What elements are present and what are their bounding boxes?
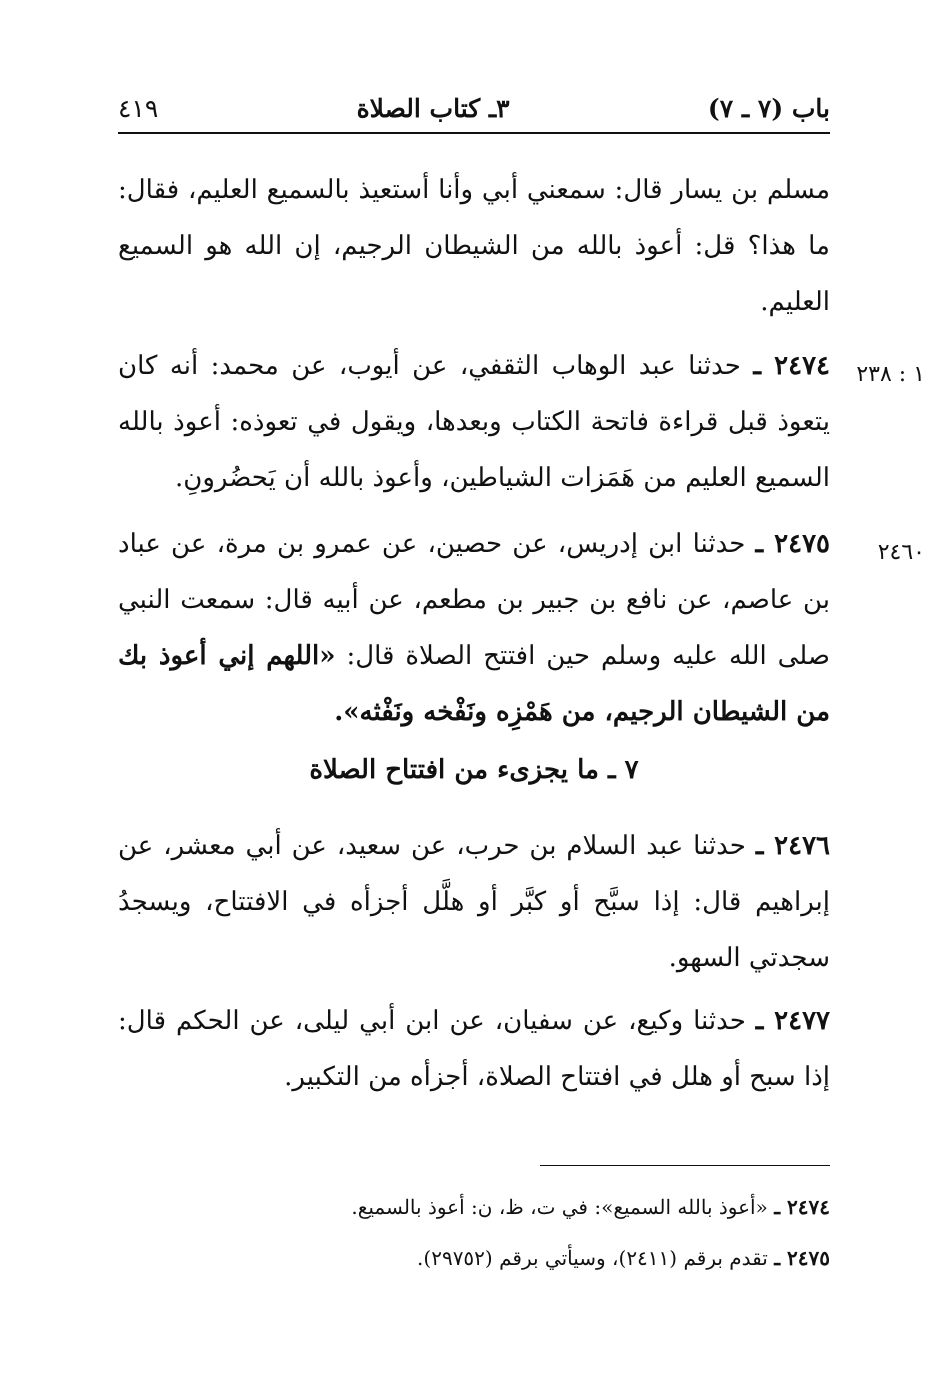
header-rule [118, 132, 830, 134]
paragraph-text: مسلم بن يسار قال: سمعني أبي وأنا أستعيذ بالسميع العليم، فقال: ما هذا؟ قل: أعوذ بالله من الشيطان الرجيم، إن الله هو السميع العليم. [118, 175, 830, 317]
hadith-2476 [118, 818, 830, 986]
footnote-number: ٢٤٧٤ ـ [774, 1195, 830, 1219]
hadith-text: حدثنا عبد السلام بن حرب، عن سعيد، عن أبي معشر، عن إبراهيم قال: إذا سبَّح أو كبَّر أو هلَّل أجزأه في الافتتاح، ويسجدُ سجدتي السهو. [118, 831, 830, 973]
running-header [118, 88, 830, 128]
header-chapter: باب (٧ ـ ٧) [707, 93, 830, 123]
hadith-2477 [118, 993, 830, 1105]
hadith-number: ٢٤٧٤ ـ [753, 351, 830, 381]
footnote [118, 1192, 830, 1222]
hadith-number: ٢٤٧٦ ـ [755, 831, 831, 861]
hadith-number: ٢٤٧٧ ـ [755, 1006, 831, 1036]
footnote-text: تقدم برقم (٢٤١١)، وسيأتي برقم (٢٩٧٥٢). [417, 1246, 768, 1270]
hadith-quote: «اللهم إني أعوذ بك من الشيطان الرجيم، من هَمْزِه ونَفْخه ونَفْثه». [118, 641, 830, 727]
hadith-2474 [118, 338, 830, 506]
hadith-2475 [118, 516, 830, 740]
footnote-rule [540, 1165, 830, 1166]
footnote-text: «أعوذ بالله السميع»: في ت، ظ، ن: أعوذ بالسميع. [351, 1195, 768, 1219]
page-number: ٤١٩ [118, 93, 159, 123]
section-heading: ٧ ـ ما يجزىء من افتتاح الصلاة [309, 755, 639, 785]
hadith-text: حدثنا وكيع، عن سفيان، عن ابن أبي ليلى، عن الحكم قال: إذا سبح أو هلل في افتتاح الصلاة، أجزأه من التكبير. [118, 1006, 830, 1092]
hadith-number: ٢٤٧٥ ـ [755, 529, 830, 559]
hadith-text: حدثنا ابن إدريس، عن حصين، عن عمرو بن مرة، عن عباد بن عاصم، عن نافع بن جبير بن مطعم، عن أبيه قال: سمعت النبي صلى الله عليه وسلم حين افتتح الصلاة قال: [118, 529, 830, 671]
footnote [118, 1243, 830, 1273]
paragraph-continuation [118, 162, 830, 330]
margin-reference: ١ : ٢٣٨ [856, 362, 925, 387]
margin-reference: ٢٤٦٠ [877, 540, 925, 565]
header-book-title: ٣ـ كتاب الصلاة [356, 93, 510, 123]
footnote-number: ٢٤٧٥ ـ [774, 1246, 830, 1270]
hadith-text: حدثنا عبد الوهاب الثقفي، عن أيوب، عن محمد: أنه كان يتعوذ قبل قراءة فاتحة الكتاب وبعدها، ويقول في تعوذه: أعوذ بالله السميع العليم من هَمَزات الشياطين، وأعوذ بالله أن يَحضُرونِ. [118, 351, 830, 493]
